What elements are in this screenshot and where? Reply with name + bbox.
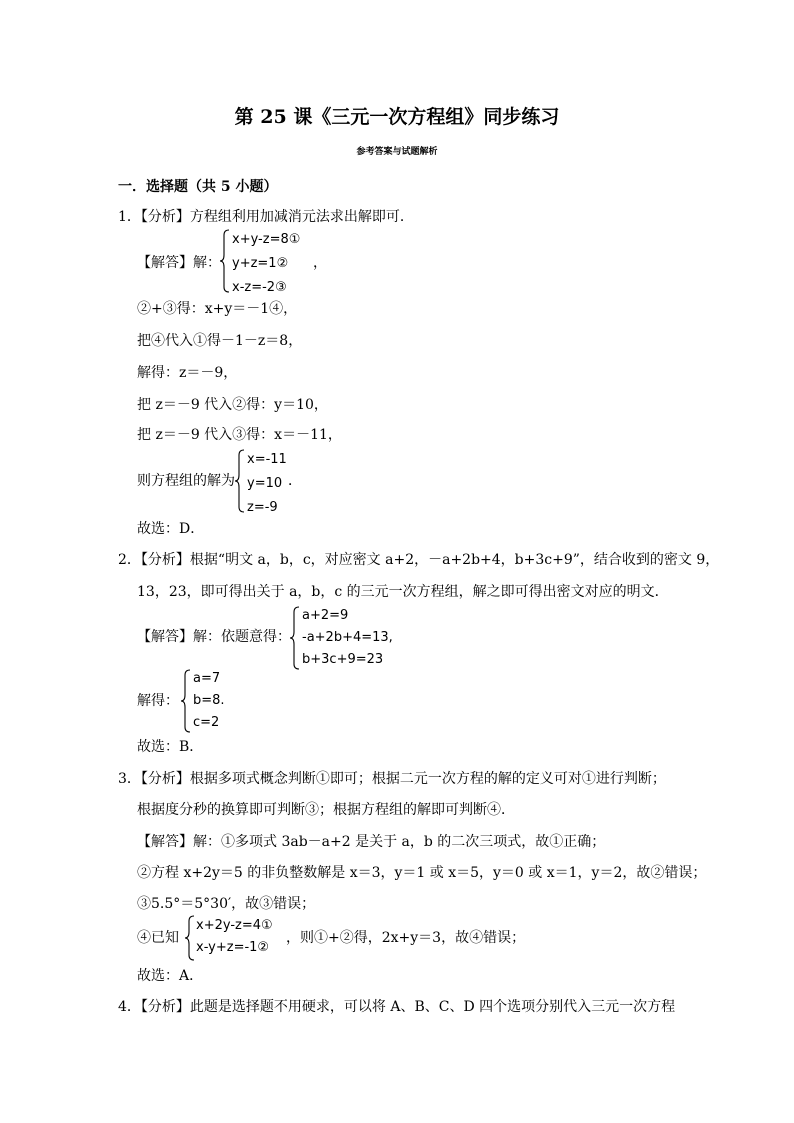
q3-system: [196, 915, 273, 959]
section-heading: 一．选择题（共 5 小题）: [118, 179, 278, 195]
q3-analysis-line-1: 3．【分析】根据多项式概念判断①即可；根据二元一次方程的解的定义可对①进行判断；: [118, 771, 666, 787]
q1-solution-label: 则方程组的解为: [137, 473, 235, 489]
q1-sol-z: z=-9: [247, 500, 278, 515]
q2-sol-c: c=2: [193, 715, 220, 730]
q1-solution-brace: [234, 449, 246, 513]
q2-sol-b: b=8.: [193, 693, 225, 708]
q1-step-4: 把 z＝－9 代入②得：y＝10，: [137, 397, 328, 413]
q2-sol-a: a=7: [193, 671, 221, 686]
q2-answer-label: 【解答】解：依题意得：: [137, 629, 291, 645]
q1-system: [232, 228, 300, 300]
q2-analysis-line-2: 13，23，即可得出关于 a，b，c 的三元一次方程组，解之即可得出密文对应的明文．: [137, 584, 669, 600]
q3-answer-line-1: 【解答】解：①多项式 3ab－a+2 是关于 a，b 的二次三项式，故①正确；: [137, 834, 606, 850]
q1-eq-2: y+z=1②: [232, 256, 289, 271]
q2-choice: 故选：B．: [137, 739, 204, 755]
q3-answer-line-3: ③5.5°＝5°30′，故③错误；: [137, 896, 316, 912]
page-subtitle: 参考答案与试题解析: [356, 147, 438, 157]
q3-known-label: ④已知: [137, 930, 179, 946]
q1-eq-1: x+y-z=8①: [232, 232, 301, 247]
page-title: 第 25 课《三元一次方程组》同步练习: [234, 106, 560, 128]
q3-choice: 故选：A．: [137, 968, 204, 984]
q2-eq-2: -a+2b+4=13,: [302, 630, 393, 645]
q3-answer-line-2: ②方程 x+2y＝5 的非负整数解是 x＝3，y＝1 或 x＝5，y＝0 或 x＝1，y＝2，故②错误；: [137, 865, 707, 881]
q2-analysis-line-1: 2．【分析】根据“明文 a，b，c，对应密文 a+2，－a+2b+4，b+3c+9”，结合收到的密文 9，: [118, 552, 720, 568]
q3-known-tail: ，则①+②得，2x+y＝3，故④错误；: [286, 930, 526, 946]
q1-solution-tail: ．: [288, 473, 302, 489]
q3-analysis-line-2: 根据度分秒的换算即可判断③；根据方程组的解即可判断④．: [137, 802, 515, 818]
q1-solution: [247, 448, 287, 520]
q1-analysis: 1．【分析】方程组利用加减消元法求出解即可．: [118, 209, 414, 225]
q3-eq-2: x-y+z=-1②: [196, 940, 270, 955]
q2-solution: [193, 668, 225, 734]
q3-system-brace: [184, 915, 196, 961]
q2-eq-3: b+3c+9=23: [302, 652, 384, 667]
q2-system-brace: [289, 606, 301, 670]
q1-choice: 故选：D．: [137, 521, 205, 537]
q2-solution-brace: [180, 669, 192, 733]
q1-step-2: 把④代入①得－1－z＝8，: [137, 333, 303, 349]
q1-step-1: ②+③得：x+y＝－1④，: [137, 301, 298, 317]
q4-analysis: 4．【分析】此题是选择题不用硬求，可以将 A、B、C、D 四个选项分别代入三元一次方程: [118, 999, 676, 1015]
q1-step-5: 把 z＝－9 代入③得：x＝－11，: [137, 427, 342, 443]
q2-system: [302, 605, 393, 671]
q1-sol-y: y=10: [247, 476, 283, 491]
q1-eq-3: x-z=-2③: [232, 280, 287, 295]
q1-step-3: 解得：z＝－9，: [137, 365, 238, 381]
q1-sol-x: x=-11: [247, 452, 287, 467]
q1-system-brace: [219, 229, 231, 293]
q2-solution-label: 解得：: [137, 693, 179, 709]
q2-eq-1: a+2=9: [302, 608, 349, 623]
q1-system-tail: ，: [313, 255, 327, 271]
q3-eq-1: x+2y-z=4①: [196, 918, 273, 933]
q1-answer-label: 【解答】解：: [137, 255, 221, 271]
